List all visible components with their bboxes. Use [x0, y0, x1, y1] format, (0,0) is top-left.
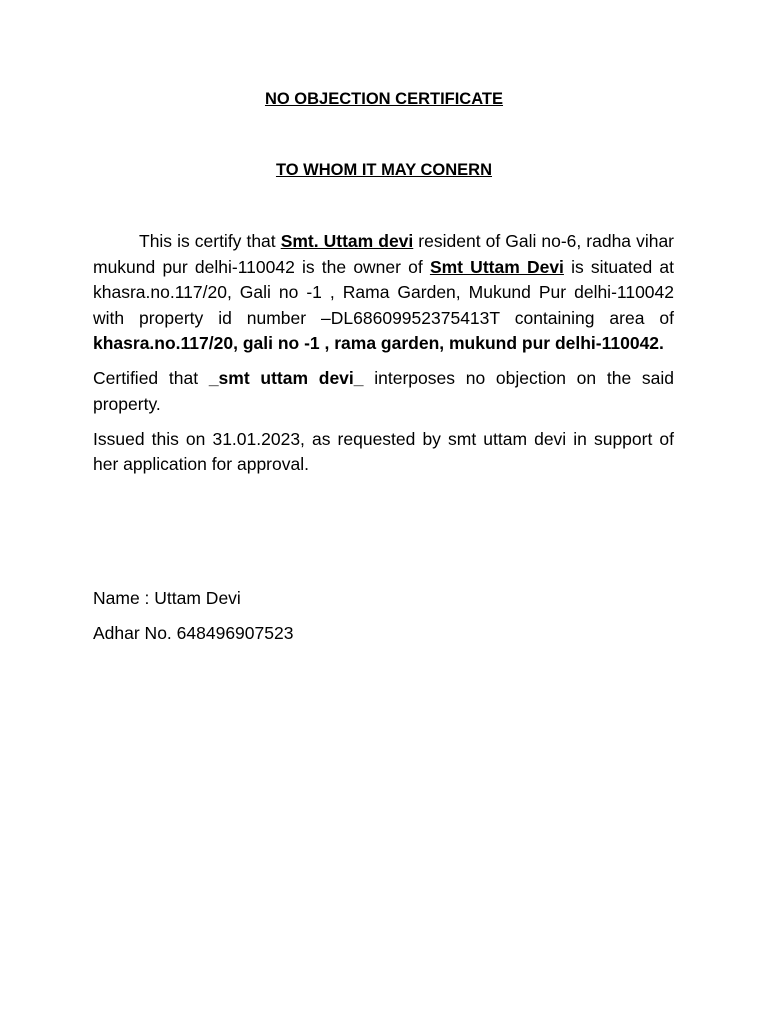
ownership-paragraph [93, 229, 674, 357]
salutation-heading: TO WHOM IT MAY CONERN [275, 161, 493, 179]
para2-trailing-text: interposes no objection on the said property. [93, 368, 675, 414]
certificate-body [93, 229, 674, 487]
para1-lead-text: This is certify that [139, 231, 281, 251]
certified-person-name: _smt uttam devi_ [208, 368, 364, 388]
owner-name-2: Smt Uttam Devi [429, 256, 564, 277]
para1-property-text: is situated at khasra.no.117/20, Gali no -1 , Rama Garden, Mukund Pur delhi-110042 with property id number –DL68609952375413T containing area of [93, 256, 674, 328]
adhar-number-line: Adhar No. 648496907523 [93, 623, 294, 643]
certificate-title: NO OBJECTION CERTIFICATE [264, 90, 504, 108]
objection-paragraph [93, 366, 674, 417]
name-line: Name : Uttam Devi [93, 588, 241, 608]
para2-lead-text: Certified that [93, 368, 209, 388]
issued-paragraph: Issued this on 31.01.2023, as requested by smt uttam devi in support of her application for approval. [93, 428, 674, 474]
owner-name-1: Smt. Uttam devi [280, 231, 414, 251]
para1-address-text: resident of Gali no-6, radha vihar mukund pur delhi-110042 is the owner of [93, 231, 675, 277]
property-area-text: khasra.no.117/20, gali no -1 , rama garden, mukund pur delhi-110042. [93, 333, 664, 353]
